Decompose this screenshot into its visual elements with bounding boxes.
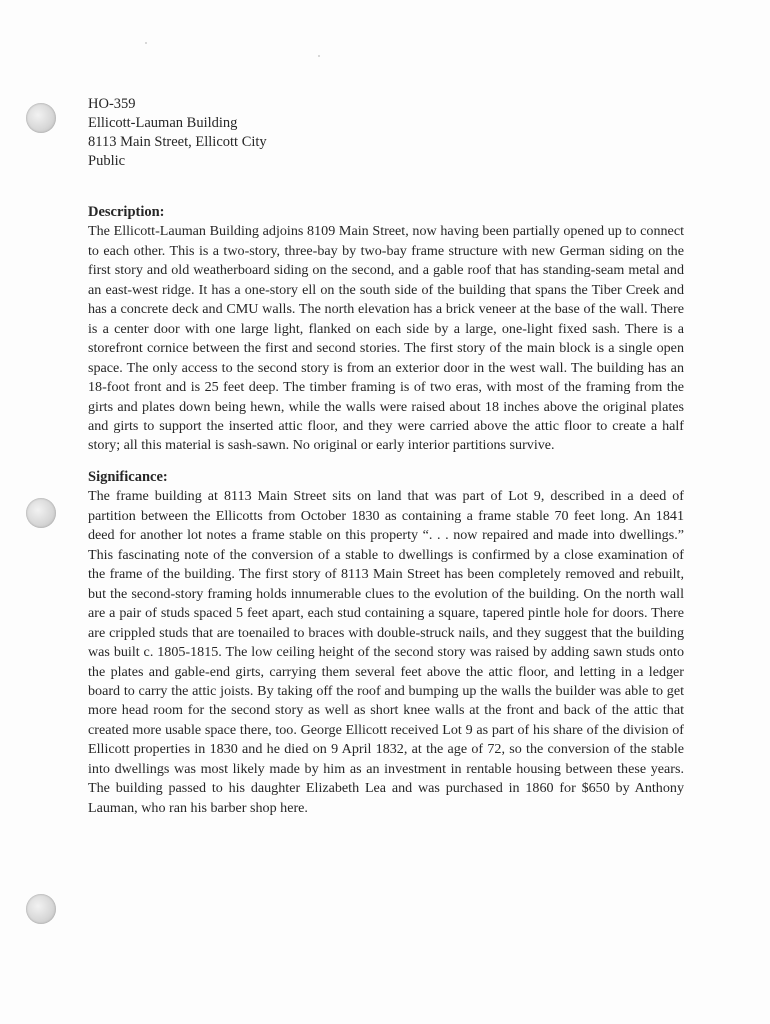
building-address: 8113 Main Street, Ellicott City (88, 134, 267, 150)
scan-speck (318, 55, 320, 57)
significance-section (88, 468, 684, 818)
scan-speck (145, 42, 147, 44)
significance-heading: Significance: (88, 469, 168, 485)
description-text: The Ellicott-Lauman Building adjoins 8109 Main Street, now having been partially opened up to connect to each other. This is a two-story, three-bay by two-bay frame structure with new German siding on the first story and old weatherboard siding on the second, and a gable roof that has standing-seam metal and an east-west ridge. It has a one-story ell on the south side of the building that spans the Tiber Creek and has a concrete deck and CMU walls. The north elevation has a brick veneer at the base of the wall. There is a center door with one large light, flanked on each side by a large, one-light fixed sash. There is a storefront cornice between the first and second stories. The first story of the main block is a single open space. The only access to the second story is from an exterior door in the west wall. The building has an 18-foot front and is 25 feet deep. The timber framing is of two eras, with most of the framing from the girts and plates down being hewn, while the walls were raised about 18 inches above the original plates and girts to support the inserted attic floor, and they were carried above the attic floor to create a half story; all this material is sash-sawn. No original or early interior partitions survive. (88, 223, 684, 454)
description-section (88, 203, 684, 456)
punch-hole-bottom (26, 894, 56, 924)
building-name: Ellicott-Lauman Building (88, 115, 238, 131)
description-heading: Description: (88, 204, 165, 220)
punch-hole-middle (26, 498, 56, 528)
document-header (88, 95, 267, 171)
inventory-number: HO-359 (88, 96, 136, 112)
significance-text: The frame building at 8113 Main Street sits on land that was part of Lot 9, described in a deed of partition between the Ellicotts from October 1830 as containing a frame stable 70 feet long. An 1841 deed for another lot notes a frame stable on this property “. . . now repaired and made into dwellings.” This fascinating note of the conversion of a stable to dwellings is confirmed by a close examination of the frame of the building. The first story of 8113 Main Street has been completely removed and rebuilt, but the second-story framing holds innumerable clues to the evolution of the building. On the north wall are a pair of studs spaced 5 feet apart, each stud containing a square, tapered pintle hole for doors. There are crippled studs that are toenailed to braces with double-struck nails, and they suggest that the building was built c. 1805-1815. The low ceiling height of the second story was raised by adding sawn studs onto the plates and gable-end girts, carrying them several feet above the attic floor, and letting in a ledger board to carry the attic joists. By taking off the roof and bumping up the walls the builder was able to get more head room for the second story as well as short knee walls at the front and back of the attic that created more usable space there, too. George Ellicott received Lot 9 as part of his share of the division of Ellicott properties in 1830 and he died on 9 April 1832, at the age of 72, so the conversion of the stable into dwellings was most likely made by him as an investment in rentable housing between these years. The building passed to his daughter Elizabeth Lea and was purchased in 1860 for $650 by Anthony Lauman, who ran his barber shop here. (88, 488, 684, 816)
punch-hole-top (26, 103, 56, 133)
access-status: Public (88, 153, 126, 169)
